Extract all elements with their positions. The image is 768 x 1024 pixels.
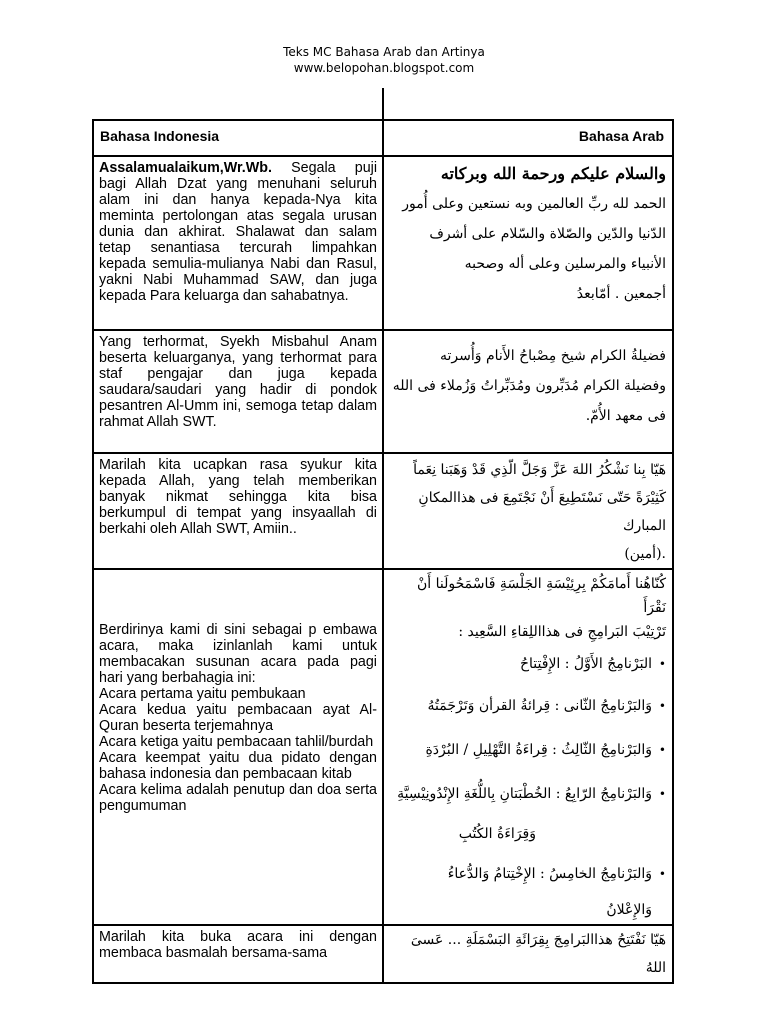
list-item: • Acara ketiga yaitu pembacaan tahlil/burdah: [99, 734, 377, 750]
arabic-line: الحمد لله ربِّ العالمين وبه نستعين وعلى أُمور: [402, 196, 666, 212]
arabic-line: وفضيلة الكرام مُدَبِّرون ومُدَبِّراتُ وَزُملاء فى الله: [392, 378, 666, 394]
arabic-line: .(أمين): [624, 546, 666, 562]
list-item: • وَالبَرْنامِجُ الثّالِثُ : قِراءَةُ التَّهْلِيلِ / البُرْدَةِ: [390, 728, 666, 772]
arabic-line: هَيّا نَفْتَتِحُ هذاالبَرامِجَ بِقِرَائَةِ البَسْمَلَةِ ... عَسىَ اللهُ: [410, 932, 666, 976]
column-divider-top: [382, 88, 384, 120]
arabic-agenda-list: [390, 644, 666, 924]
arabic-greeting: والسلام عليكم ورحمة الله وبركاته: [440, 164, 666, 183]
list-item: • Acara pertama yaitu pembukaan: [99, 686, 377, 702]
row-arabic-text: [383, 156, 673, 330]
arabic-line: الدّنيا والدّين والصّلاة والسّلام على أشرف: [429, 226, 666, 242]
row-indonesian-text: [93, 569, 383, 925]
list-item: • وَالبَرْنامِجُ الخامِسُ : الإِخْتِتامُ وَالدُّعاءُ: [390, 852, 666, 896]
translation-table: [92, 119, 674, 984]
arabic-line: الأنبياء والمرسلين وعلى أله وصحبه: [464, 256, 666, 272]
table-header-row: [93, 120, 673, 156]
row-indonesian-text: Marilah kita buka acara ini dengan membaca basmalah bersama-sama: [93, 925, 383, 983]
list-item: • Acara kelima adalah penutup dan doa serta pengumuman: [99, 782, 377, 814]
list-item: وَالإِعْلانُ: [606, 902, 652, 918]
row-arabic-text: [383, 925, 673, 983]
list-item: • البَرْنامِجُ الأَوَّلُ : الإِفْتِتاحُ: [390, 644, 666, 684]
row-indonesian-text: [93, 156, 383, 330]
arabic-line: كَثِيْرَةً حَتّى نَسْتَطِيعَ أَنْ نَجْتَمِعَ فى هذاالمكانِ المبارك: [418, 490, 666, 534]
table-row: [93, 453, 673, 569]
column-header-indonesia: Bahasa Indonesia: [93, 120, 383, 156]
row-indonesian-text: Yang terhormat, Syekh Misbahul Anam beserta keluarganya, yang terhormat para staf pengajar dan juga kepada saudara/saudari yang hadir di pondok pesantren Al-Umm ini, semoga tetap dalam rahmat Allah SWT.: [93, 330, 383, 453]
list-item: • Acara keempat yaitu dua pidato dengan bahasa indonesia dan pembacaan kitab: [99, 750, 377, 782]
agenda-list: [99, 686, 377, 814]
arabic-line: تَرْتِيْبَ البَرامِجِ فى هذااللِقاءِ السَّعِيد :: [458, 624, 666, 640]
arabic-line: فى معهد الأُمّ.: [585, 408, 666, 424]
greeting-text: Assalamualaikum,Wr.Wb.: [99, 160, 272, 176]
list-item: • Acara kedua yaitu pembacaan ayat Al-Quran beserta terjemahnya: [99, 702, 377, 734]
arabic-line: أجمعين . أمّابعدُ: [576, 286, 666, 302]
list-item: • وَالبَرْنامِجُ الثّانى : قِرائةُ القرأن وَتَرْجَمَتُهُ: [390, 684, 666, 728]
row-indonesian-text: Marilah kita ucapkan rasa syukur kita kepada Allah, yang telah memberikan banyak nikmat sehingga kita bisa berkumpul di tempat yang insyaallah di berkahi oleh Allah SWT, Amiin..: [93, 453, 383, 569]
table-row: [93, 925, 673, 983]
row-arabic-text: [383, 569, 673, 925]
list-item: • وَالبَرْنامِجُ الرّابِعُ : الخُطْبَتانِ بِاللُّغَةِ الإِنْدُونِيْسِيَّةِ: [390, 772, 666, 816]
row-arabic-text: [383, 453, 673, 569]
opening-text: Segala puji bagi Allah Dzat yang menuhani seluruh alam ini dan hanya kepada-Nya kita meminta pertolongan atas segala urusan dunia dan akhirat. Shalawat dan salam tetap senantiasa tercurah limpahkan kepada semulia-mulianya Nabi dan Rasul, yakni Nabi Muhammad SAW, dan juga kepada Para keluarga dan sahabatnya.: [99, 160, 377, 304]
document-title: Teks MC Bahasa Arab dan Artinya: [283, 45, 485, 59]
table-row: [93, 330, 673, 453]
arabic-line: كُنّاهُنا أَمامَكُمْ بِرِئِيْسَةِ الجَلْسَةِ فَاسْمَحُولَنا أَنْ نَقْرَأَ: [416, 576, 666, 616]
row-arabic-text: [383, 330, 673, 453]
list-item: وَقِرَاءَةُ الكُتُبِ: [458, 826, 536, 842]
column-header-arab: Bahasa Arab: [383, 120, 673, 156]
page-header: [0, 44, 768, 76]
arabic-line: فضيلةُ الكرام شيخ مِصْباحُ الأَنام وَأُسرته: [440, 348, 666, 364]
arabic-line: هَيّا بِنا نَشْكُرُ اللهَ عَزَّ وَجَلَّ الّذِي قَدْ وَهَبَنا نِعَماً: [413, 462, 666, 478]
blog-url: www.belopohan.blogspot.com: [293, 61, 475, 75]
agenda-intro: Berdirinya kami di sini sebagai p embawa acara, maka izinlanlah kami untuk membacakan susunan acara pada pagi hari yang berbahagia ini:: [99, 622, 377, 686]
table-row: [93, 156, 673, 330]
table-row: [93, 569, 673, 925]
